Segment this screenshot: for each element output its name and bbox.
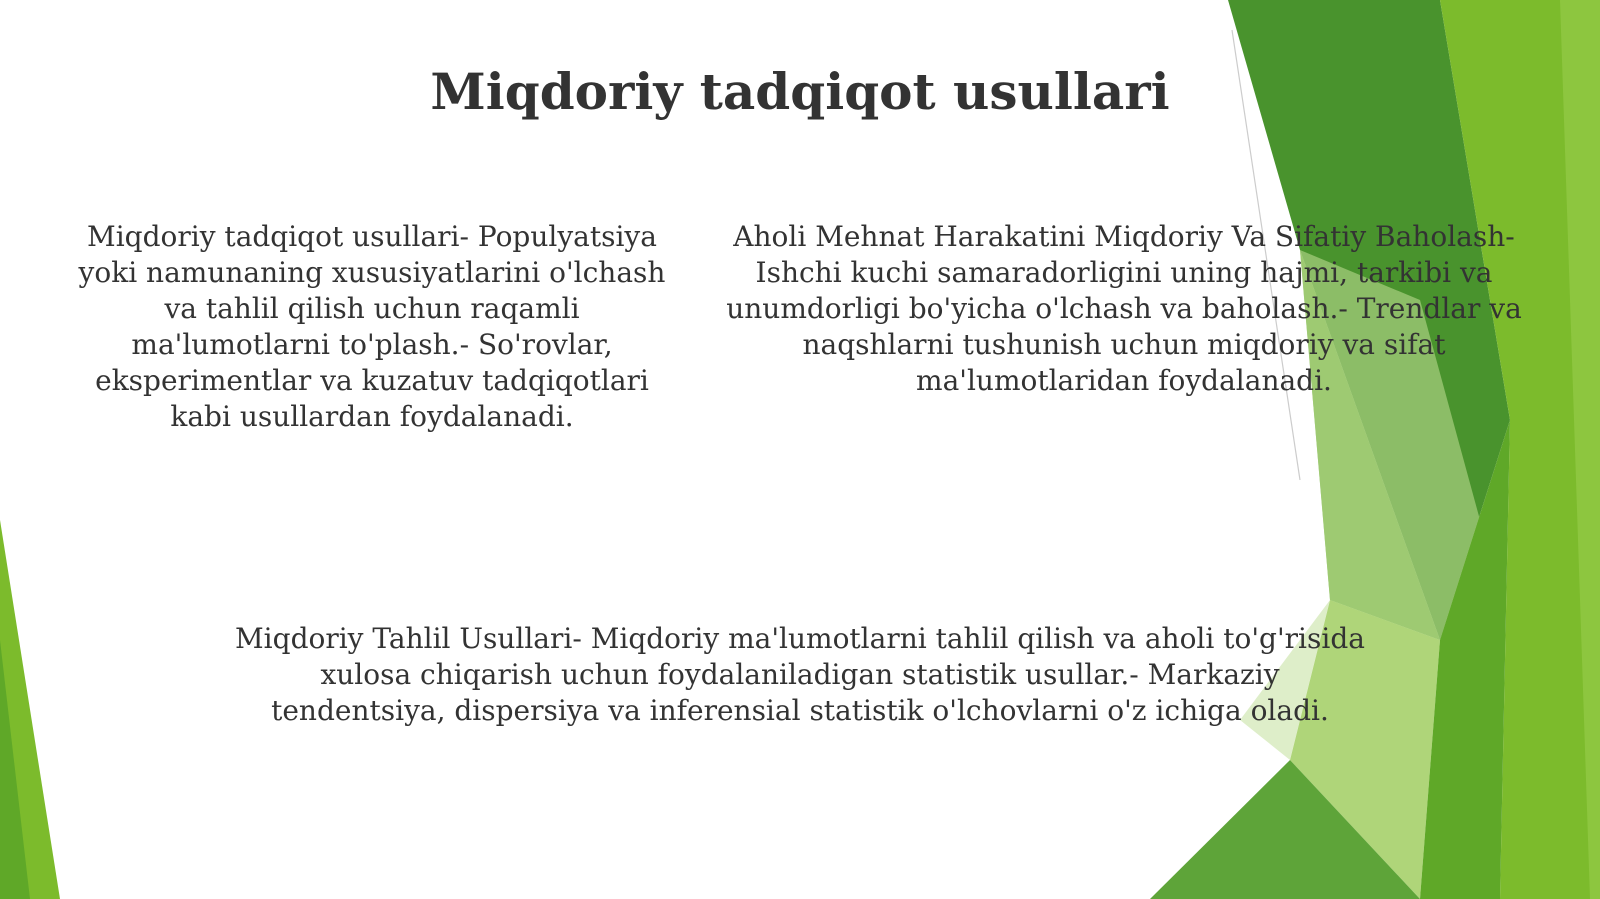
slide-title: Miqdoriy tadqiqot usullari [430,62,1170,121]
text-block-right: Aholi Mehnat Harakatini Miqdoriy Va Sifatiy Baholash- Ishchi kuchi samaradorligini uning hajmi, tarkibi va unumdorligi bo'yicha o'lchash va baholash.- Trendlar va naqshlarni tushunish uchun miqdoriy va sifat ma'lumotlaridan foydalanadi. [726,220,1522,397]
text-block-left: Miqdoriy tadqiqot usullari- Populyatsiya yoki namunaning xususiyatlarini o'lchash va tahlil qilish uchun raqamli ma'lumotlarni to'plash.- So'rovlar, eksperimentlar va kuzatuv tadqiqotlari kabi usullardan foydalanadi. [78,220,666,433]
text-block-bottom: Miqdoriy Tahlil Usullari- Miqdoriy ma'lumotlarni tahlil qilish va aholi to'g'risida xulosa chiqarish uchun foydalaniladigan statistik usullar.- Markaziy tendentsiya, dispersiya va inferensial statistik o'lchovlarni o'z ichiga oladi. [235,622,1365,727]
